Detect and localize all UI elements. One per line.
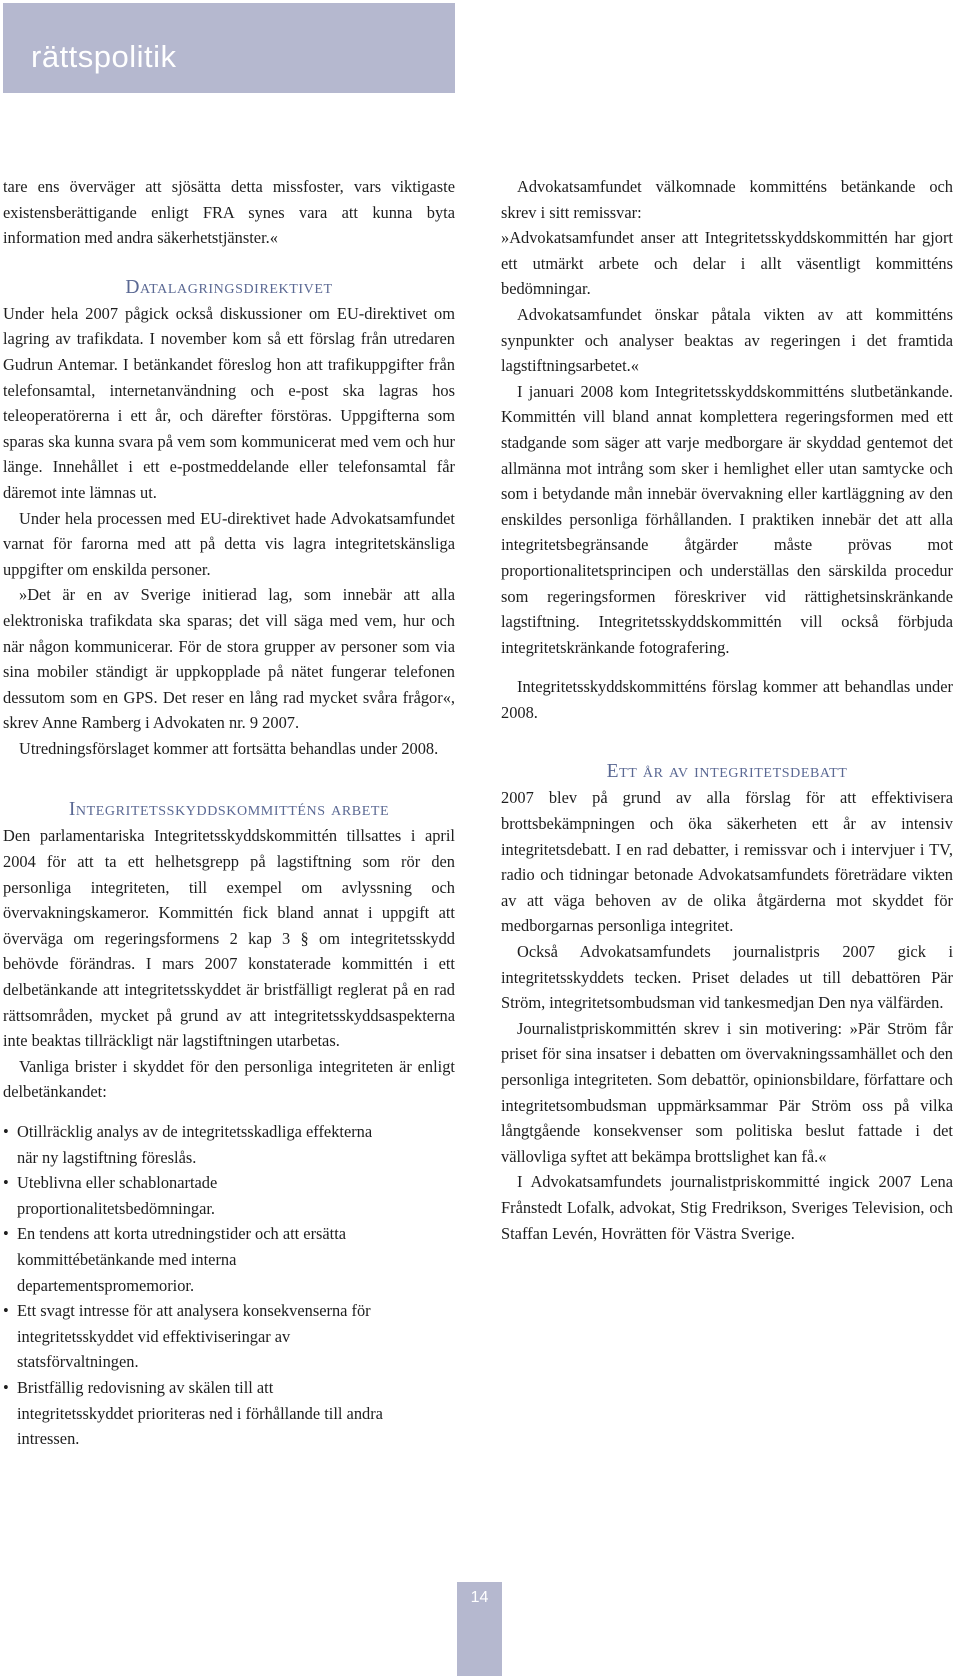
- paragraph: 2007 blev på grund av alla förslag för att effektivisera brottsbekämpningen och öka säkerheten ett år av intensiv integritetsdebatt. I en rad debatter, i remissvar och i intervjuer i TV, radio och tidningar betonade Advokatsamfundets företrädare vikten av att väga behoven av de olika åtgärderna mot skyddet för medborgarnas personliga integritet.: [501, 788, 953, 936]
- left-column: [3, 174, 455, 1452]
- bullet-icon: •: [3, 1301, 9, 1321]
- section-heading-datalagring: Datalagringsdirektivet: [125, 276, 333, 298]
- paragraph: Under hela processen med EU-direktivet hade Advokatsamfundet varnat för farorna med att på detta vis lagra integritetskänsliga uppgifter om enskilda personer.: [3, 508, 455, 579]
- paragraph: Advokatsamfundet välkomnade kommitténs betänkande och skrev i sitt remissvar:: [501, 177, 953, 222]
- paragraph: »Det är en av Sverige initierad lag, som innebär att alla elektroniska trafikdata ska sparas; det vill säga med vem, hur och när någon kommunicerar. För de stora grupper av personer som via sina mobiler ständigt är uppkopplade på nätet fungerar telefonen dessutom som en GPS. Det reser en lång rad mycket svåra frågor«, skrev Anne Ramberg i Advokaten nr. 9 2007.: [3, 585, 455, 733]
- paragraph: I januari 2008 kom Integritetsskyddskommitténs slutbetänkande. Kommittén vill bland annat komplettera regeringsformen med ett stadgande som säger att varje medborgare är skyddad gentemot det allmänna mot intrång som sker i hemlighet eller utan samtycke och som i betydande mån innebär övervakning eller kartläggning av den enskildes personliga förhållanden. I praktiken innebär det att alla integritetsbegränsande åtgärder måste prövas mot proportionalitetsprincipen och underställas den särskilda procedur som regeringsformen föreskriver vid rättighetsinskränkande lagstiftning. Integritetsskyddskommittén vill också förbjuda integritetskränkande fotografering.: [501, 381, 953, 657]
- paragraph: Integritetsskyddskommitténs förslag kommer att behandlas under 2008.: [501, 677, 953, 722]
- paragraph: I Advokatsamfundets journalistpriskommitté ingick 2007 Lena Frånstedt Lofalk, advokat, Stig Fredrikson, Sveriges Television, och Staffan Levén, Hovrätten för Västra Sverige.: [501, 1172, 953, 1243]
- list-item: • Uteblivna eller schablonartade proportionalitetsbedömningar.: [3, 1170, 455, 1221]
- right-column: [501, 174, 953, 1246]
- section-title: rättspolitik: [31, 39, 177, 74]
- paragraph: Utredningsförslaget kommer att fortsätta behandlas under 2008.: [19, 738, 439, 758]
- page-number: 14: [470, 1589, 489, 1606]
- paragraph: Vanliga brister i skyddet för den personliga integriteten är enligt delbetänkandet:: [3, 1056, 455, 1102]
- section-heading-integritetsdebatt: Ett år av integritetsdebatt: [606, 761, 848, 783]
- list-item: • En tendens att korta utredningstider och att ersätta kommittébetänkande med interna departementspromemorior.: [3, 1221, 455, 1298]
- section-heading-integritetsskydd: Integritetsskyddskommitténs arbete: [68, 799, 390, 821]
- paragraph: tare ens överväger att sjösätta detta missfoster, vars viktigaste existensberättigande enligt FRA synes vara att kunna byta information med andra säkerhetstjänster.«: [3, 177, 455, 248]
- list-item: • Bristfällig redovisning av skälen till att integritetsskyddet prioriteras ned i förhållande till andra intressen.: [3, 1375, 455, 1452]
- list-item: • Ett svagt intresse för att analysera konsekvenserna för integritetsskyddet vid effektiviseringar av statsförvaltningen.: [3, 1298, 455, 1375]
- bullet-icon: •: [3, 1173, 9, 1193]
- paragraph: Journalistpriskommittén skrev i sin motivering: »Pär Ström får priset för sina insatser i debatten om övervakningssamhället och den personliga integriteten. Som debattör, opinionsbildare, författare och integritetsombudsman uppmärksammar Pär Ström oss på vilka långtgående konsekvenser som politiska beslut fattade i det vällovliga syftet att bekämpa brottslighet kan få.«: [501, 1018, 953, 1166]
- paragraph: Den parlamentariska Integritetsskyddskommittén tillsattes i april 2004 för att ta ett helhetsgrepp på lagstiftning som rör den personliga integriteten, till exempel om avlyssning och övervakningskameror. Kommittén fick bland annat i uppgift att överväga om regeringsformens 2 kap 3 § om integritetsskydd behövde förändras. I mars 2007 konstaterade kommittén i ett delbetänkande att integritetsskyddet är bristfälligt reglerat på en rad rättsområden, mycket på grund av att integritetsskyddsaspekterna inte beaktas tillräckligt när lagstiftningen utarbetas.: [3, 826, 455, 1051]
- section-banner: [3, 3, 455, 93]
- paragraph: Också Advokatsamfundets journalistpris 2007 gick i integritetsskyddets tecken. Priset delades ut till debattören Pär Ström, integritetsombudsman vid tankesmedjan Den nya välfärden.: [501, 942, 953, 1013]
- paragraph: Under hela 2007 pågick också diskussioner om EU-direktivet om lagring av trafikdata. I november kom så ett förslag från utredaren Gudrun Antemar. I betänkandet föreslog hon att trafikuppgifter från telefonsamtal, internetanvändning och e-post ska lagras hos teleoperatörerna i ett år, och därefter förstöras. Uppgifterna som sparas ska kunna svara på vem som kommunicerat med vem och hur länge. Innehållet i ett e-postmeddelande eller telefonsamtal får däremot inte lämnas ut.: [3, 303, 455, 502]
- bullet-icon: •: [3, 1377, 9, 1397]
- bullet-icon: •: [3, 1224, 9, 1244]
- quote-paragraph: »Advokatsamfundet anser att Integritetsskyddskommittén har gjort ett utmärkt arbete och delar i allt väsentligt kommitténs bedömningar.: [501, 228, 953, 299]
- quote-paragraph: Advokatsamfundet önskar påtala vikten av att kommitténs synpunkter och analyser beaktas av regeringen i det framtida lagstiftningsarbetet.«: [501, 304, 953, 376]
- page-number-tab: [457, 1582, 502, 1676]
- list-item: • Otillräcklig analys av de integritetsskadliga effekterna när ny lagstiftning föreslås.: [3, 1119, 455, 1170]
- deficiency-list: [3, 1119, 455, 1452]
- bullet-icon: •: [3, 1122, 9, 1141]
